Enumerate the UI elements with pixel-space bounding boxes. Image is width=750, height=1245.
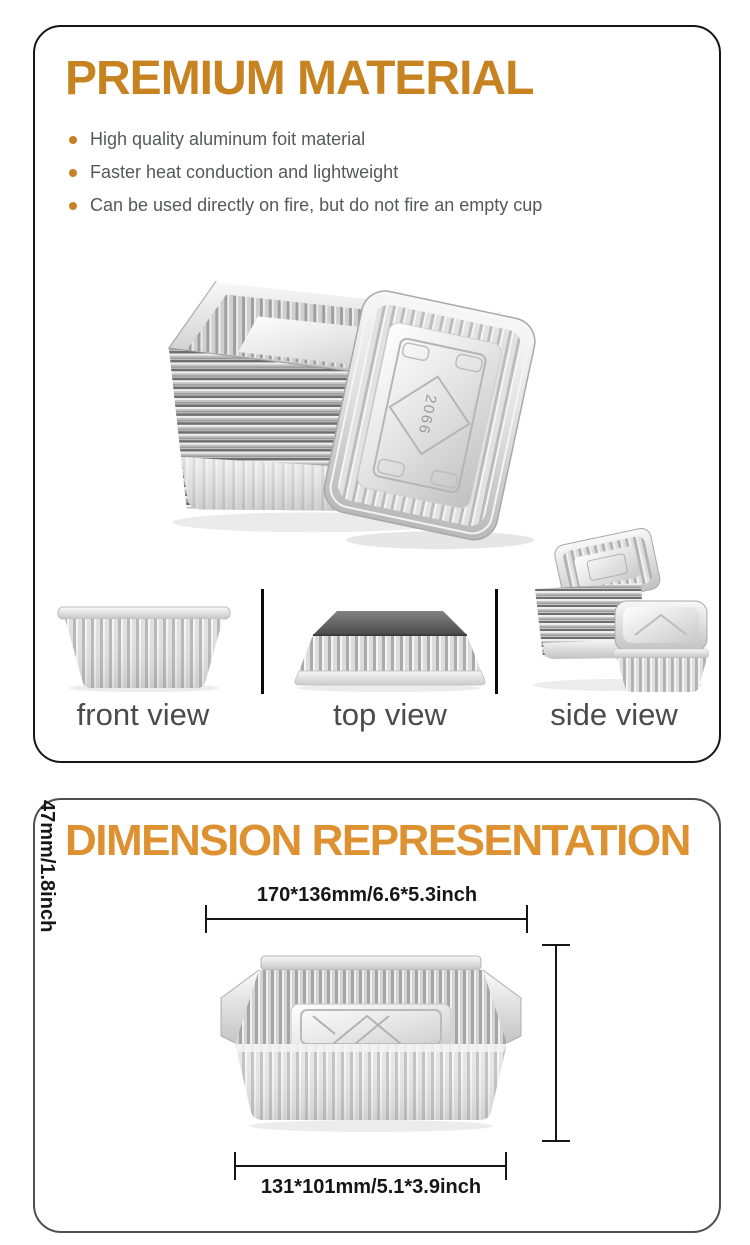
dimension-tick <box>542 1140 570 1142</box>
dimension-tick <box>542 944 570 946</box>
product-stack-photo <box>151 253 551 555</box>
feature-item <box>69 123 542 156</box>
top-view-image <box>283 605 495 693</box>
product-stack-image <box>151 253 551 555</box>
dimension-tick <box>205 905 207 933</box>
dimension-tray-image <box>215 948 527 1136</box>
premium-material-card <box>33 25 721 763</box>
dimension-card <box>33 798 721 1233</box>
dimension-tray-photo <box>215 948 527 1136</box>
premium-title: PREMIUM MATERIAL <box>65 52 534 105</box>
top-view-label: top view <box>333 697 447 732</box>
height-dimension-line <box>555 944 557 1142</box>
view-divider <box>261 589 264 694</box>
top-dimension-line <box>205 918 528 920</box>
view-divider <box>495 589 498 694</box>
embossed-code-text: 2066 <box>414 393 439 437</box>
bottom-dimension-label: 131*101mm/5.1*3.9inch <box>260 1176 482 1198</box>
bullet-icon <box>69 136 77 144</box>
side-view-image <box>523 525 709 693</box>
front-view-image <box>55 597 233 692</box>
feature-item <box>69 189 542 222</box>
feature-text: High quality aluminum foit material <box>90 129 366 149</box>
feature-text: Can be used directly on fire, but do not fire an empty cup <box>90 195 543 215</box>
front-view-photo <box>55 597 233 692</box>
front-view-label: front view <box>76 697 210 732</box>
top-view-photo <box>283 605 495 693</box>
feature-item <box>69 156 542 189</box>
dimension-title: DIMENSION REPRESENTATION <box>65 816 690 865</box>
height-dimension-label: 47mm/1.8inch <box>36 800 58 933</box>
feature-list <box>69 123 542 222</box>
top-dimension-label: 170*136mm/6.6*5.3inch <box>256 884 478 906</box>
side-view-label: side view <box>550 697 678 732</box>
bottom-dimension-line <box>234 1165 507 1167</box>
feature-text: Faster heat conduction and lightweight <box>90 162 399 182</box>
bullet-icon <box>69 169 77 177</box>
dimension-tick <box>526 905 528 933</box>
side-view-photo <box>523 525 709 693</box>
bullet-icon <box>69 202 77 210</box>
